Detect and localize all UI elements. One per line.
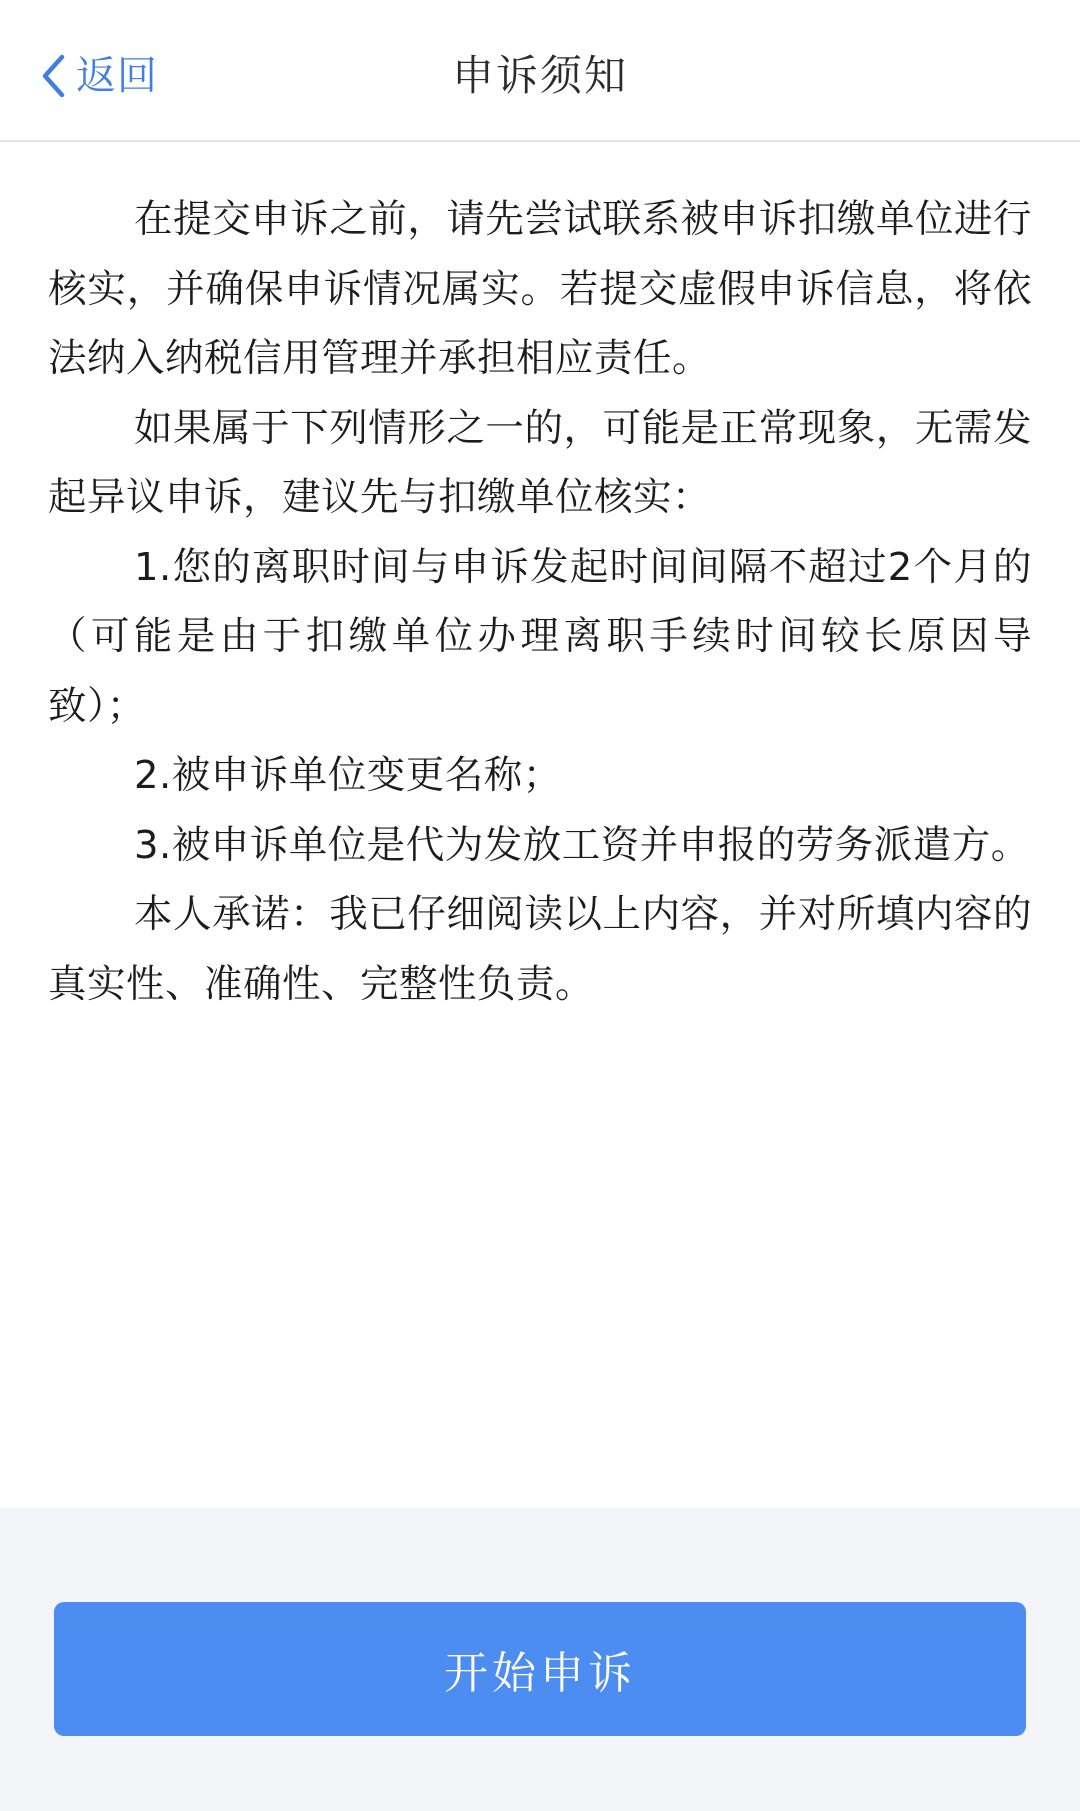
notice-content [48,185,1032,1019]
notice-commitment: 本人承诺：我已仔细阅读以上内容，并对所填内容的真实性、准确性、完整性负责。 [48,892,1032,1007]
notice-paragraph-intro: 在提交申诉之前，请先尝试联系被申诉扣缴单位进行核实，并确保申诉情况属实。若提交虚假申诉信息，将依法纳入纳税信用管理并承担相应责任。 [48,197,1032,381]
notice-paragraph-conditions: 如果属于下列情形之一的，可能是正常现象，无需发起异议申诉，建议先与扣缴单位核实： [48,405,1032,520]
navigation-bar [0,0,1080,142]
notice-item-2: 2.被申诉单位变更名称； [134,753,562,798]
page-title: 申诉须知 [451,51,628,100]
back-label: 返回 [76,53,158,99]
start-appeal-button[interactable]: 开始申诉 [54,1602,1026,1736]
bottom-action-bar [0,1508,1080,1811]
notice-item-1: 1.您的离职时间与申诉发起时间间隔不超过2个月的（可能是由于扣缴单位办理离职手续时间较长原因导致）； [48,544,1032,729]
notice-item-3: 3.被申诉单位是代为发放工资并申报的劳务派遣方。 [134,822,1030,868]
